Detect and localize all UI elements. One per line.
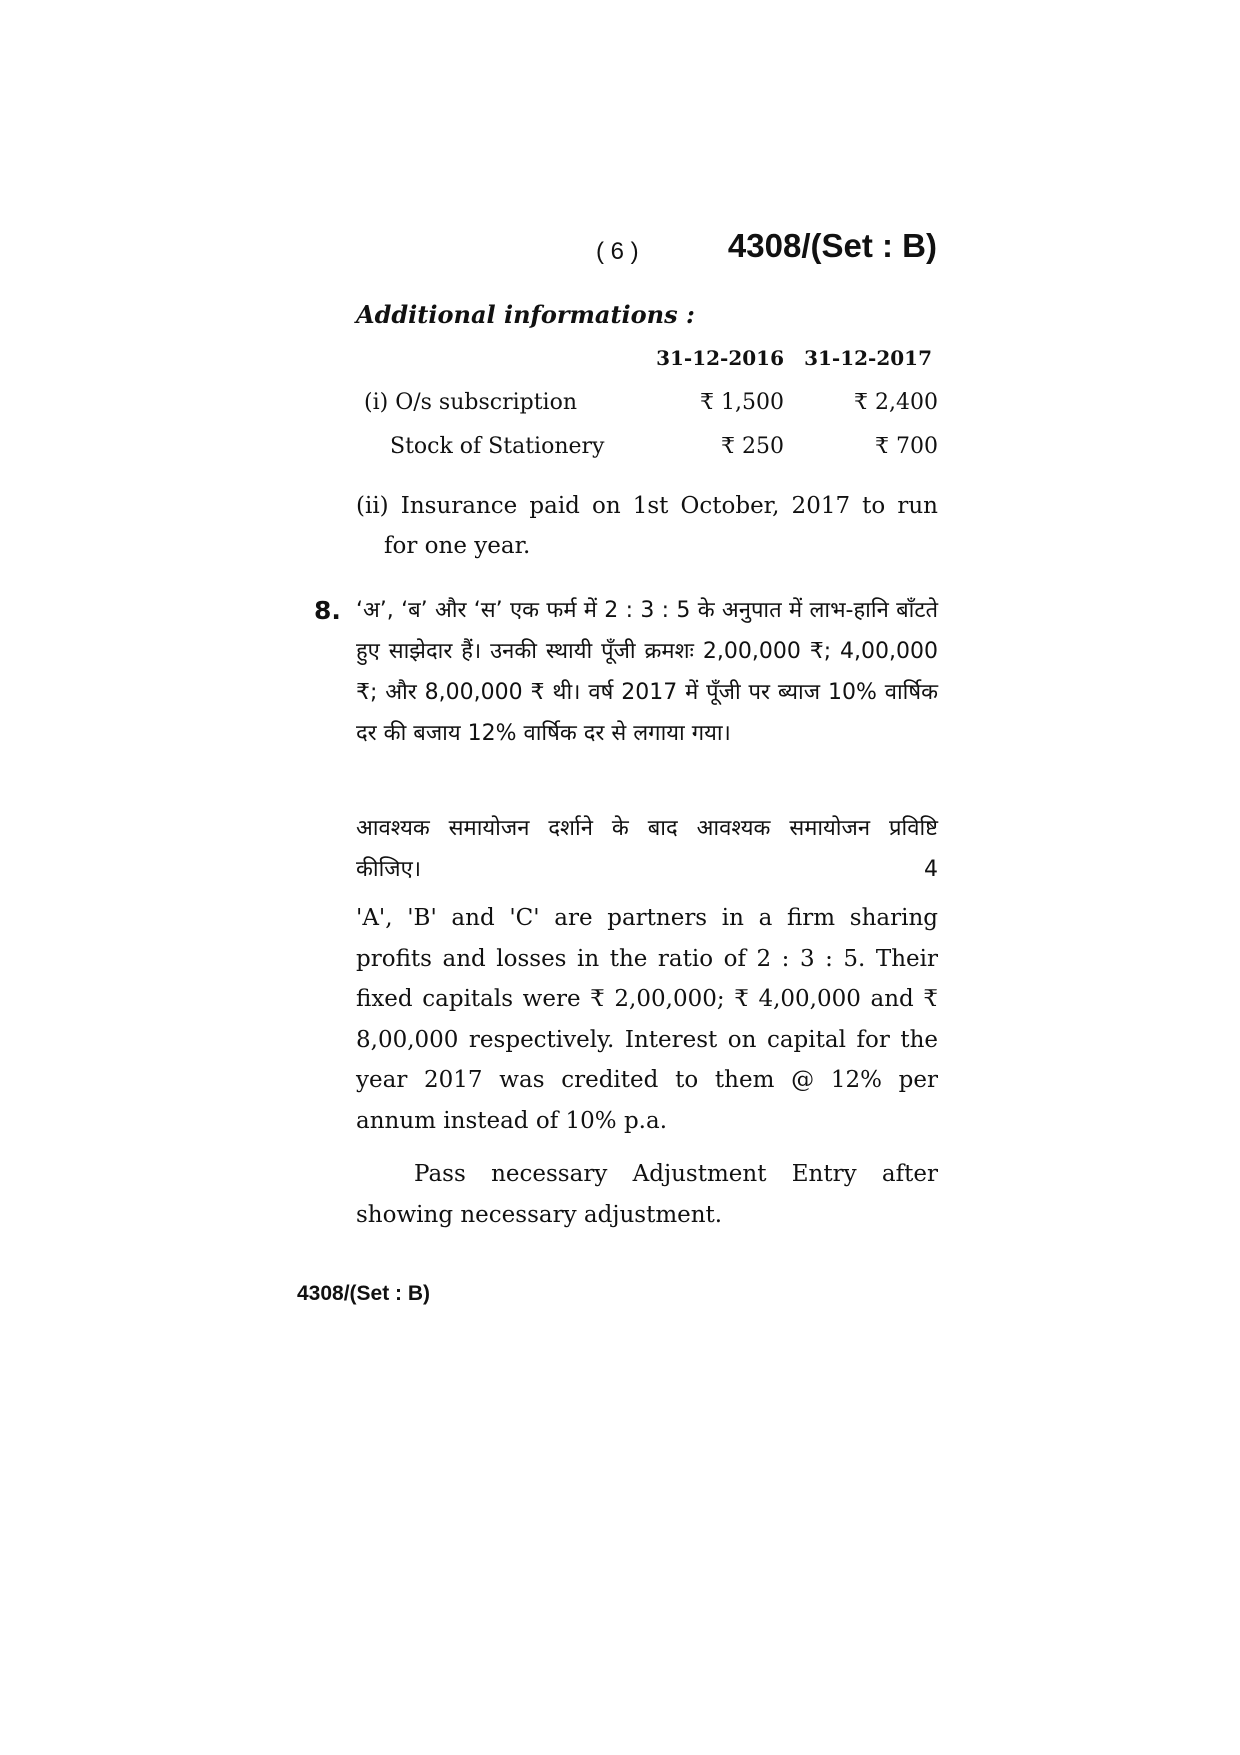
question-number: 8. (314, 596, 341, 625)
row-value-2016: ₹ 250 (721, 434, 784, 459)
paper-code-footer: 4308/(Set : B) (297, 1282, 431, 1305)
column-header-2016: 31-12-2016 (656, 346, 784, 370)
row-label: (i) O/s subscription (364, 390, 578, 415)
question-hindi-text: ‘अ’, ‘ब’ और ‘स’ एक फर्म में 2 : 3 : 5 के अनुपात में लाभ-हानि बाँटते हुए साझेदार हैं। उनकी स्थायी पूँजी क्रमशः 2,00,000 ₹; 4,00,000 ₹; और 8,00,000 ₹ थी। वर्ष 2017 में पूँजी पर ब्याज 10% वार्षिक दर की बजाय 12% वार्षिक दर से लगाया गया। (356, 598, 938, 746)
additional-info-table (356, 346, 938, 478)
note-ii-line2: for one year. (384, 533, 531, 559)
hindi-instruction-line2: कीजिए। (356, 857, 422, 882)
note-ii-line1: (ii) Insurance paid on 1st October, 2017 to run (356, 493, 938, 519)
hindi-instruction-line2-row (356, 849, 938, 890)
note-ii (356, 486, 938, 566)
question-hindi-instruction (356, 808, 938, 890)
question-english-text (356, 898, 938, 1141)
table-header-row (356, 346, 938, 390)
hindi-instruction-line1: आवश्यक समायोजन दर्शाने के बाद आवश्यक समायोजन प्रविष्टि (356, 816, 938, 841)
row-value-2017: ₹ 2,400 (854, 390, 938, 415)
question-marks: 4 (924, 857, 938, 882)
page-number: ( 6 ) (596, 238, 639, 265)
row-label: Stock of Stationery (390, 434, 605, 459)
table-row (356, 434, 938, 478)
row-value-2017: ₹ 700 (875, 434, 938, 459)
row-value-2016: ₹ 1,500 (700, 390, 784, 415)
question-english-instruction (356, 1154, 938, 1235)
table-row (356, 390, 938, 434)
column-header-2017: 31-12-2017 (804, 346, 932, 370)
english-instruction-paragraph: Pass necessary Adjustment Entry after showing necessary adjustment. (356, 1161, 938, 1228)
paper-code-header: 4308/(Set : B) (727, 227, 937, 264)
english-question-paragraph: 'A', 'B' and 'C' are partners in a firm sharing profits and losses in the ratio of 2 : 3 : 5. Their fixed capitals were ₹ 2,00,000; ₹ 4,00,000 and ₹ 8,00,000 respectively. Interest on capital for the year 2017 was credited to them @ 12% per annum instead of 10% p.a. (356, 905, 938, 1134)
additional-info-title: Additional informations : (356, 300, 695, 329)
